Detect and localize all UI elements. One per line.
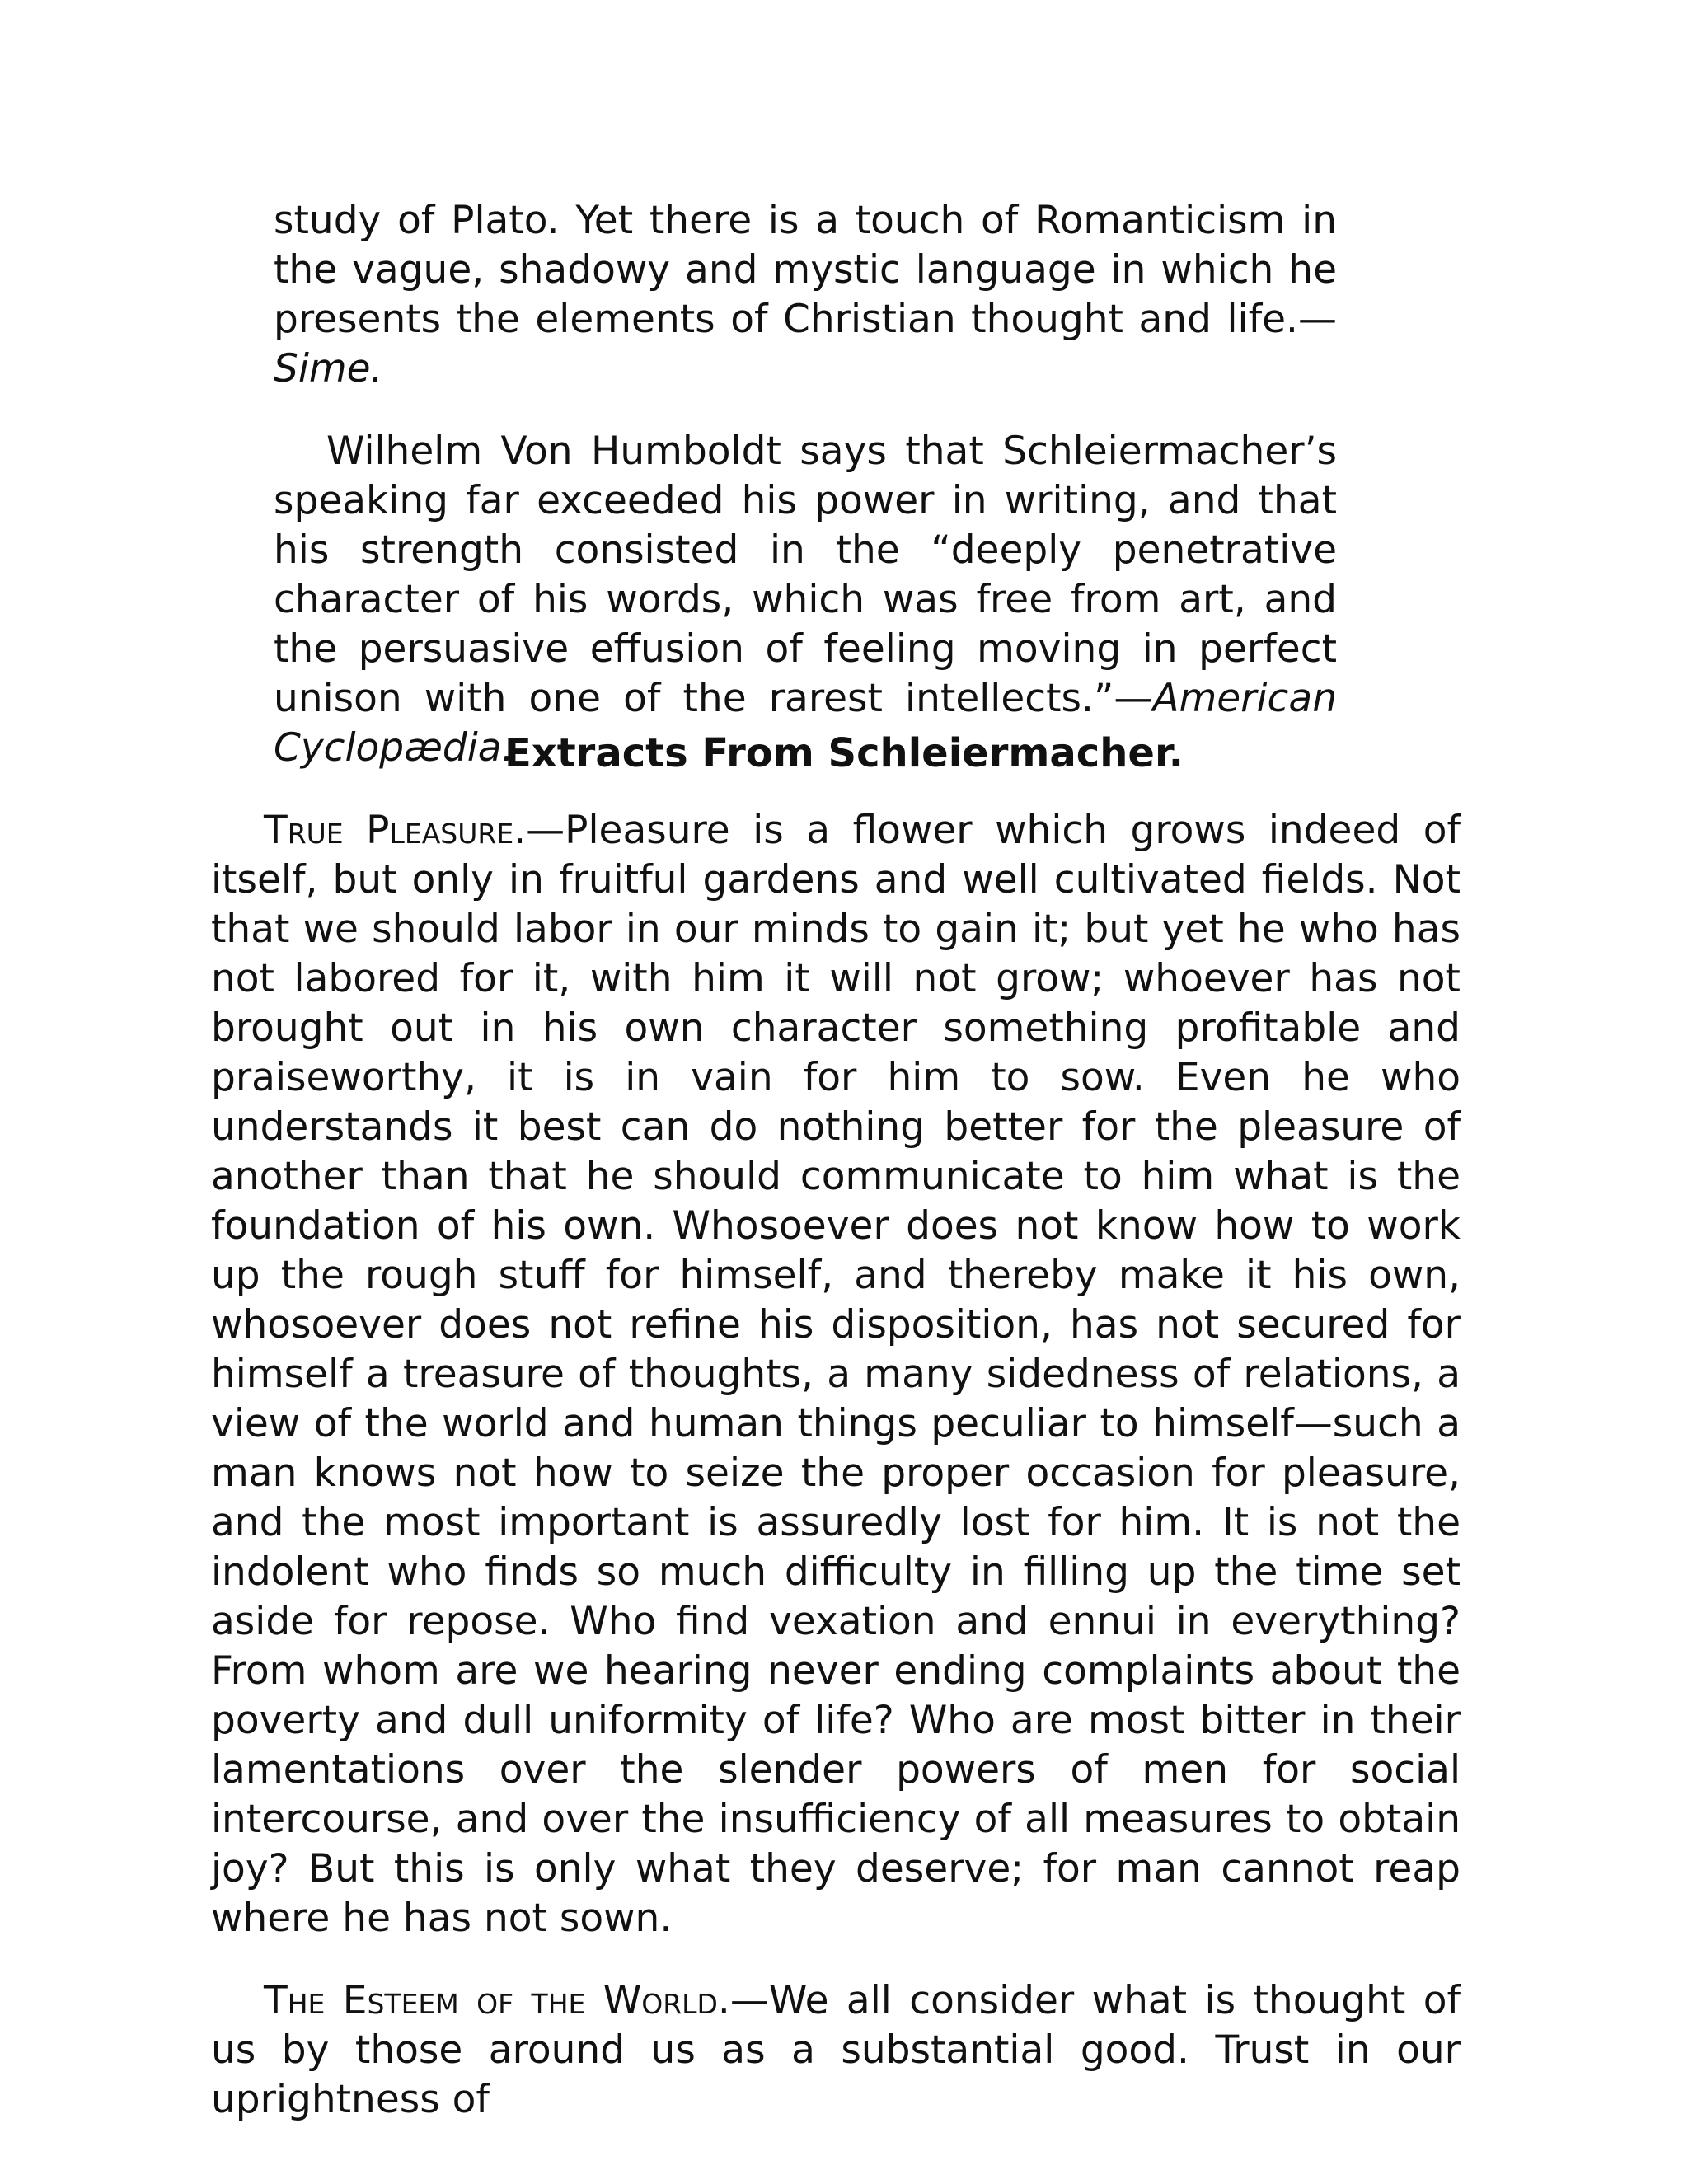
- quote-paragraph: Wilhelm Von Humboldt says that Schleiermacher’s speaking far exceeded his power in writing, and that his strength consisted in the “deeply penetrative character of his words, which was free from art, and the persuasive effusion of feeling moving in perfect unison with one of the rarest intellects.”—American Cyclopædia.: [274, 429, 1337, 771]
- extract-title: True Pleasure.: [264, 808, 527, 853]
- extract-title: The Esteem of the World.: [264, 1978, 730, 2023]
- quotation-block: [274, 196, 1337, 806]
- extract-paragraph: The Esteem of the World.—We all consider what is thought of us by those around us as a substantial good. Trust in our uprightness of: [211, 1978, 1461, 2122]
- quote-paragraph: study of Plato. Yet there is a touch of Romanticism in the vague, shadowy and mystic language in which he presents the elements of Christian thought and life.—Sime.: [274, 198, 1337, 391]
- quote-source: American Cyclopædia.: [274, 676, 1337, 771]
- section-heading: Extracts From Schleiermacher.: [504, 730, 1184, 776]
- extracts-body: [211, 806, 1461, 2158]
- extract-paragraph: True Pleasure.—Pleasure is a flower which grows indeed of itself, but only in fruitful gardens and well cultivated fields. Not that we should labor in our minds to gain it; but yet he who has not labored for it, with him it will not grow; whoever has not brought out in his own character something profitable and praiseworthy, it is in vain for him to sow. Even he who understands it best can do nothing better for the pleasure of another than that he should communicate to him what is the foundation of his own. Whosoever does not know how to work up the rough stuff for himself, and thereby make it his own, whosoever does not refine his disposition, has not secured for himself a treasure of thoughts, a many sidedness of relations, a view of the world and human things peculiar to himself—such a man knows not how to seize the proper occasion for pleasure, and the most important is assuredly lost for him. It is not the indolent who finds so much difficulty in filling up the time set aside for repose. Who find vexation and ennui in everything? From whom are we hearing never ending complaints about the poverty and dull uniformity of life? Who are most bitter in their lamentations over the slender powers of men for social intercourse, and over the insufficiency of all measures to obtain joy? But this is only what they deserve; for man cannot reap where he has not sown.: [211, 808, 1461, 1941]
- quote-source: Sime.: [274, 346, 383, 391]
